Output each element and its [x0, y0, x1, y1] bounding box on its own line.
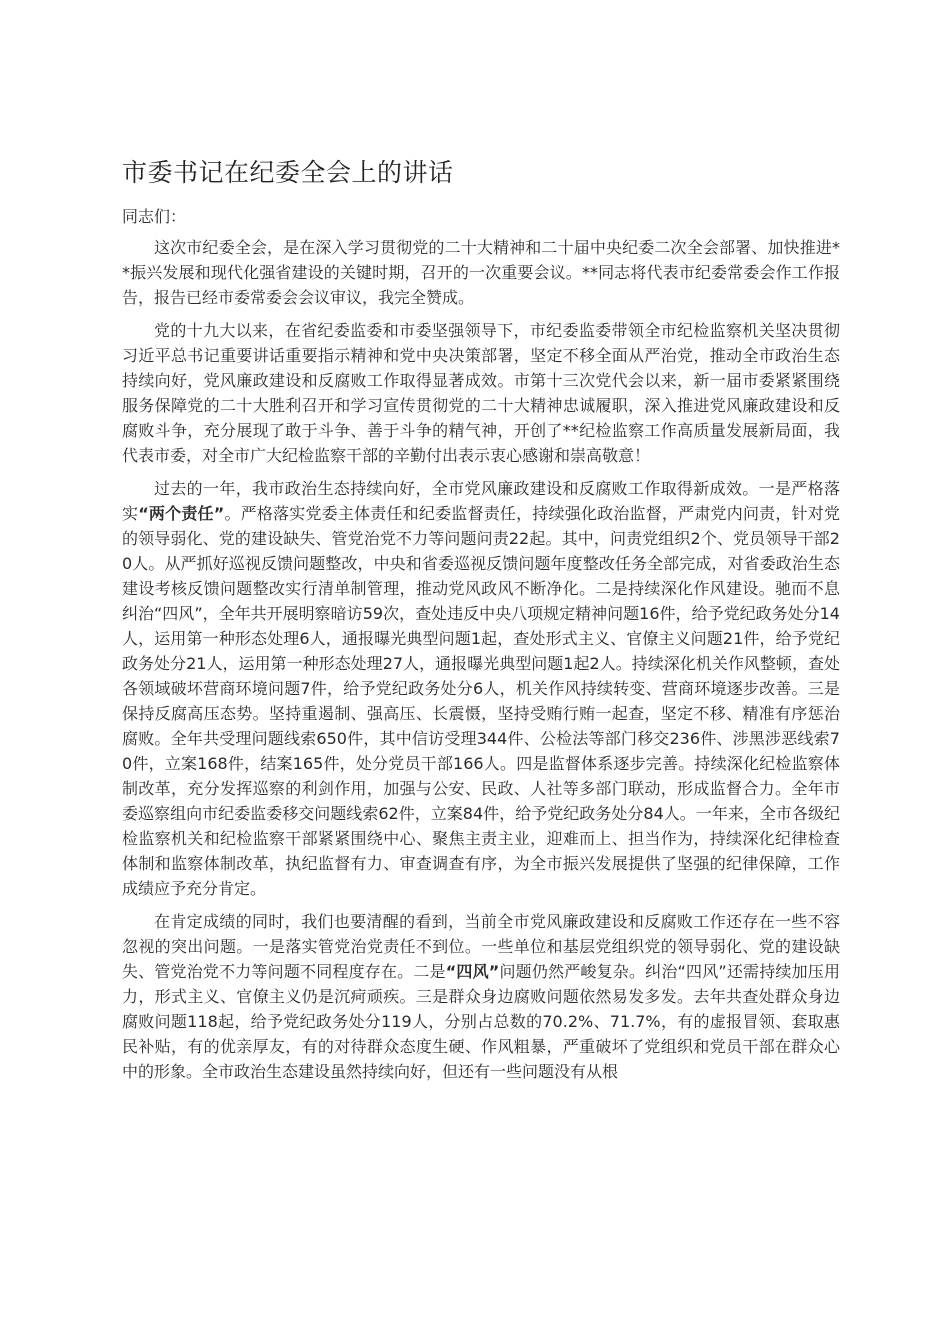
paragraph-4-text-b: 问题仍然严峻复杂。纠治“四风”还需持续加压用力，形式主义、官僚主义仍是沉疴顽疾。三是群众身边腐败问题依然易发多发。去年共查处群众身边腐败问题118起，给予党纪政务处分119人，分别占总数的70.2%、71.7%，有的虚报冒领、套取惠民补贴，有的优亲厚友，有的对待群众态度生硬、作风粗暴，严重破坏了党组织和党员干部在群众心中的形象。全市政治生态建设虽然持续向好，但还有一些问题没有从根: [122, 962, 840, 1081]
paragraph-3-text-b: 。严格落实党委主体责任和纪委监督责任，持续强化政治监督，严肃党内问责，针对党的领导弱化、党的建设缺失、管党治党不力等问题问责22起。其中，问责党组织2个、党员领导干部20人。从严抓好巡视反馈问题整改，中央和省委巡视反馈问题年度整改任务全部完成，对省委政治生态建设考核反馈问题整改实行清单制管理，推动党风政风不断净化。二是持续深化作风建设。驰而不息纠治“四风”，全年共开展明察暗访59次，查处违反中央八项规定精神问题16件，给予党纪政务处分14人，运用第一种形态处理6人，通报曝光典型问题1起，查处形式主义、官僚主义问题21件，给予党纪政务处分21人，运用第一种形态处理27人，通报曝光典型问题1起2人。持续深化机关作风整顿，查处各领域破坏营商环境问题7件，给予党纪政务处分6人，机关作风持续转变、营商环境逐步改善。三是保持反腐高压态势。坚持重遏制、强高压、长震慑，坚持受贿行贿一起查，坚定不移、精准有序惩治腐败。全年共受理问题线索650件，其中信访受理344件、公检法等部门移交236件、涉黑涉恶线索70件，立案168件，结案165件，处分党员干部166人。四是监督体系逐步完善。持续深化纪检监察体制改革，充分发挥巡察的利剑作用，加强与公安、民政、人社等多部门联动，形成监督合力。全年市委巡察组向市纪委监委移交问题线索62件，立案84件，给予党纪政务处分84人。一年来，全市各级纪检监察机关和纪检监察干部紧紧围绕中心、聚焦主责主业，迎难而上、担当作为，持续深化纪律检查体制和监察体制改革，执纪监督有力、审查调查有序，为全市振兴发展提供了坚强的纪律保障，工作成绩应予充分肯定。: [122, 504, 840, 898]
document-page: [122, 150, 840, 1092]
paragraph-2: 党的十九大以来，在省纪委监委和市委坚强领导下，市纪委监委带领全市纪检监察机关坚决贯彻习近平总书记重要讲话重要指示精神和党中央决策部署，坚定不移全面从严治党，推动全市政治生态持续向好，党风廉政建设和反腐败工作取得显著成效。市第十三次党代会以来，新一届市委紧紧围绕服务保障党的二十大胜利召开和学习宣传贯彻党的二十大精神忠诚履职，深入推进党风廉政建设和反腐败斗争，充分展现了敢于斗争、善于斗争的精气神，开创了**纪检监察工作高质量发展新局面，我代表市委，对全市广大纪检监察干部的辛勤付出表示衷心感谢和崇高敬意！: [122, 321, 840, 465]
paragraph-3-text-a: 过去的一年，我市政治生态持续向好，全市党风廉政建设和反腐败工作取得新成效。一是严格落实: [122, 479, 840, 523]
paragraph-3-emphasis: “两个责任”: [138, 504, 225, 523]
paragraph-4: [122, 909, 840, 1084]
paragraph-4-emphasis: “四风”: [445, 962, 500, 981]
paragraph-4-text-a: 在肯定成绩的同时，我们也要清醒的看到，当前全市党风廉政建设和反腐败工作还存在一些不容忽视的突出问题。一是落实管党治党责任不到位。一些单位和基层党组织党的领导弱化、党的建设缺失、管党治党不力等问题不同程度存在。二是: [122, 912, 840, 981]
paragraph-1: 这次市纪委全会，是在深入学习贯彻党的二十大精神和二十届中央纪委二次全会部署、加快推进**振兴发展和现代化强省建设的关键时期，召开的一次重要会议。**同志将代表市纪委常委会作工作报告，报告已经市委常委会会议审议，我完全赞成。: [122, 238, 840, 307]
paragraph-3: [122, 476, 840, 901]
document-title: 市委书记在纪委全会上的讲话: [122, 158, 454, 187]
greeting: 同志们：: [122, 207, 187, 226]
